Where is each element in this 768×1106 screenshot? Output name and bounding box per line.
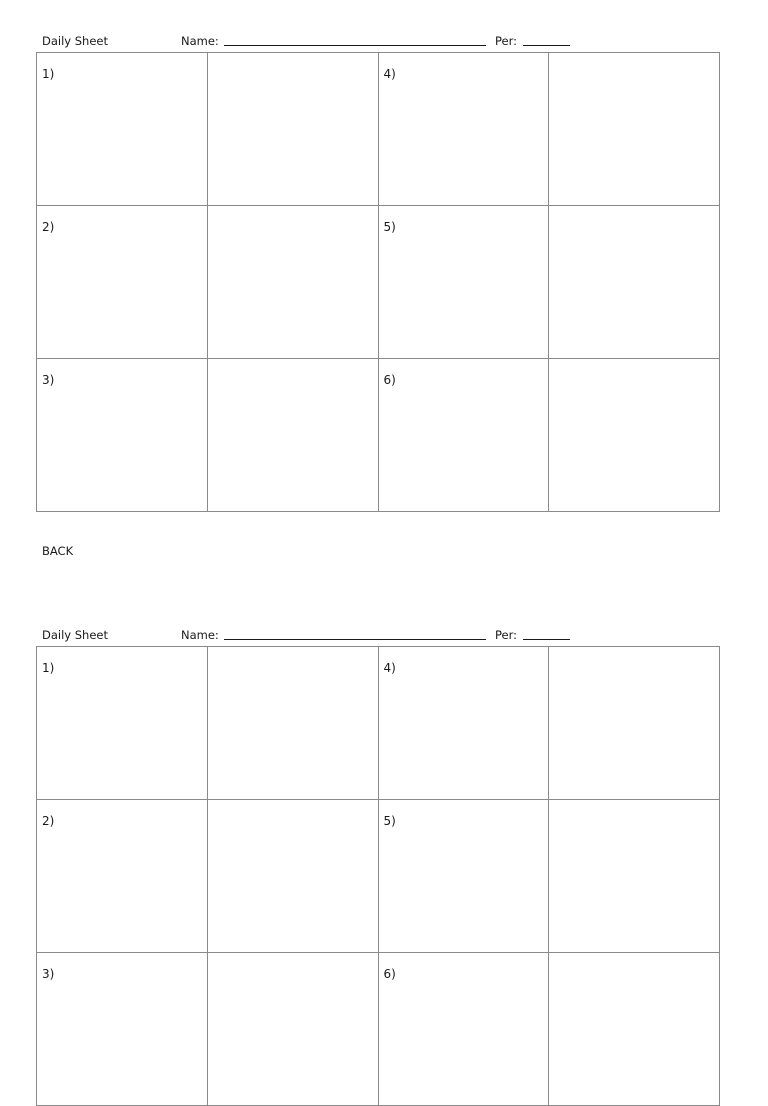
answer-grid — [36, 52, 720, 512]
answer-cell[interactable] — [379, 53, 550, 206]
answer-cell[interactable] — [379, 206, 550, 359]
work-cell[interactable] — [208, 53, 379, 206]
work-cell[interactable] — [208, 800, 379, 953]
question-number: 5) — [383, 814, 396, 828]
answer-cell[interactable] — [379, 800, 550, 953]
period-blank-line[interactable] — [523, 45, 570, 46]
sheet-title: Daily Sheet — [42, 34, 109, 48]
work-cell[interactable] — [549, 206, 720, 359]
sheet-title: Daily Sheet — [42, 628, 109, 642]
answer-cell[interactable] — [379, 953, 550, 1106]
name-label: Name: — [181, 628, 219, 642]
question-number: 5) — [383, 220, 396, 234]
name-label: Name: — [181, 34, 219, 48]
answer-cell[interactable] — [37, 953, 208, 1106]
question-number: 2) — [42, 814, 55, 828]
answer-cell[interactable] — [37, 53, 208, 206]
name-blank-line[interactable] — [224, 639, 486, 640]
name-blank-line[interactable] — [224, 45, 486, 46]
answer-cell[interactable] — [379, 359, 550, 512]
answer-cell[interactable] — [37, 800, 208, 953]
answer-cell[interactable] — [37, 647, 208, 800]
work-cell[interactable] — [549, 953, 720, 1106]
answer-grid — [36, 646, 720, 1106]
work-cell[interactable] — [549, 53, 720, 206]
answer-cell[interactable] — [37, 206, 208, 359]
work-cell[interactable] — [208, 647, 379, 800]
period-label: Per: — [495, 34, 518, 48]
question-number: 4) — [383, 67, 396, 81]
question-number: 2) — [42, 220, 55, 234]
question-number: 3) — [42, 373, 55, 387]
question-number: 4) — [383, 661, 396, 675]
question-number: 6) — [383, 967, 396, 981]
work-cell[interactable] — [208, 359, 379, 512]
work-cell[interactable] — [208, 206, 379, 359]
period-blank-line[interactable] — [523, 639, 570, 640]
work-cell[interactable] — [549, 647, 720, 800]
question-number: 1) — [42, 661, 55, 675]
period-label: Per: — [495, 628, 518, 642]
work-cell[interactable] — [549, 359, 720, 512]
question-number: 3) — [42, 967, 55, 981]
question-number: 1) — [42, 67, 55, 81]
answer-cell[interactable] — [379, 647, 550, 800]
work-cell[interactable] — [549, 800, 720, 953]
question-number: 6) — [383, 373, 396, 387]
back-label: BACK — [42, 544, 74, 558]
answer-cell[interactable] — [37, 359, 208, 512]
work-cell[interactable] — [208, 953, 379, 1106]
